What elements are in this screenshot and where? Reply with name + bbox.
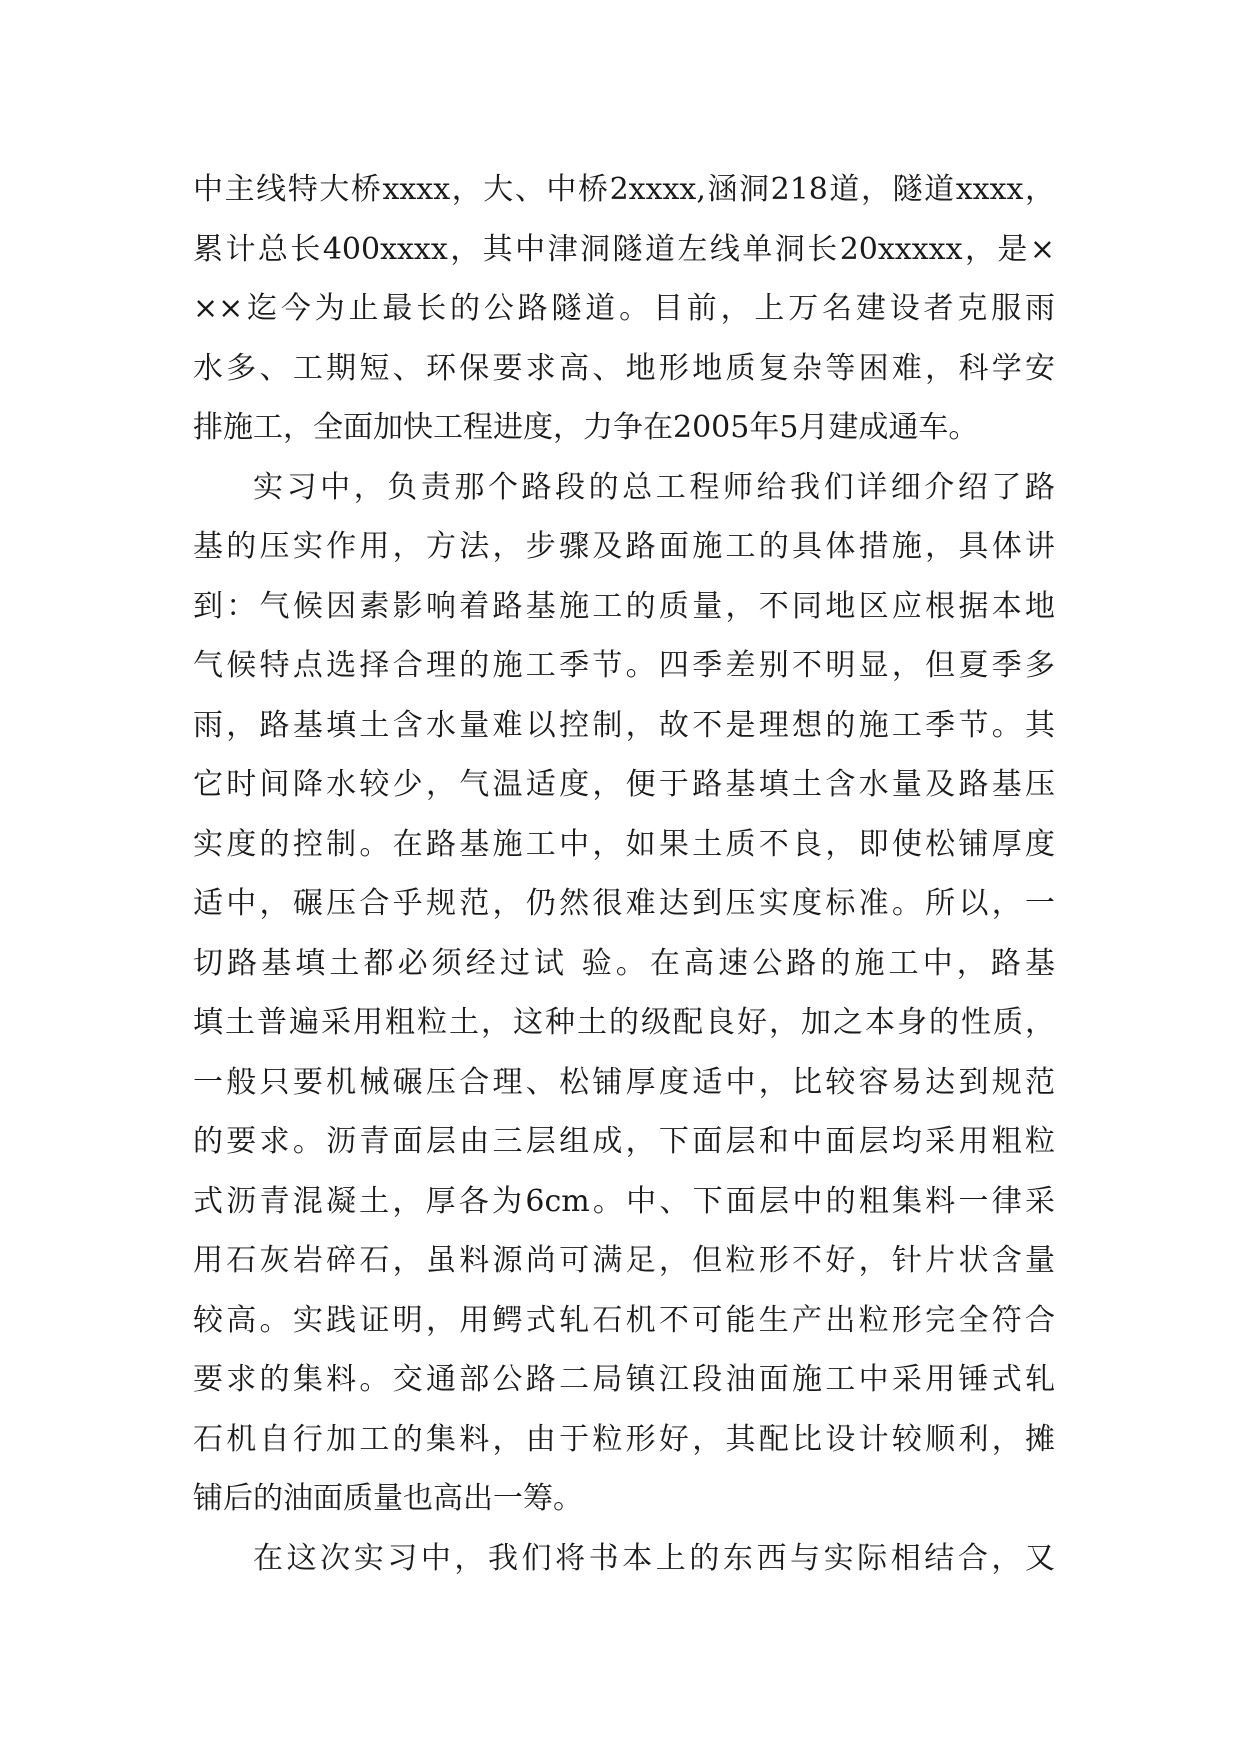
text-line: 铺后的油面质量也高出一筹。 <box>193 1481 583 1516</box>
text-line: 石机自行加工的集料，由于粒形好，其配比设计较顺利，摊 <box>193 1421 1055 1457</box>
text-line: 到：气候因素影响着路基施工的质量，不同地区应根据本地 <box>193 588 1055 624</box>
paragraph-1 <box>193 160 1055 458</box>
text-line: 它时间降水较少，气温适度，便于路基填土含水量及路基压 <box>193 767 1055 802</box>
text-line: 累计总长400xxxx，其中津洞隧道左线单洞长20xxxxx，是× <box>193 231 1055 267</box>
text-line: 适中，碾压合乎规范，仍然很难达到压实度标准。所以，一 <box>193 886 1055 921</box>
paragraph-3 <box>193 1529 1055 1589</box>
text-line: 切路基填土都必须经过试 验。在高速公路的施工中，路基 <box>193 945 1055 981</box>
text-line: 用石灰岩碎石，虽料源尚可满足，但粒形不好，针片状含量 <box>193 1243 1055 1278</box>
text-line: 较高。实践证明，用鳄式轧石机不可能生产出粒形完全符合 <box>193 1302 1055 1338</box>
text-line: 排施工，全面加快工程进度，力争在2005年5月建成通车。 <box>193 410 979 445</box>
text-line: 雨，路基填土含水量难以控制，故不是理想的施工季节。其 <box>193 707 1055 743</box>
text-line: 在这次实习中，我们将书本上的东西与实际相结合，又 <box>253 1540 1055 1576</box>
text-line: 基的压实作用，方法，步骤及路面施工的具体措施，具体讲 <box>193 529 1055 564</box>
text-line: ××迄今为止最长的公路隧道。目前，上万名建设者克服雨 <box>193 291 1055 326</box>
text-line: 水多、工期短、环保要求高、地形地质复杂等困难，科学安 <box>193 350 1055 386</box>
text-line: 式沥青混凝土，厚各为6cm。中、下面层中的粗集料一律采 <box>193 1183 1055 1219</box>
text-line: 一般只要机械碾压合理、松铺厚度适中，比较容易达到规范 <box>193 1064 1055 1100</box>
text-line: 的要求。沥青面层由三层组成，下面层和中面层均采用粗粒 <box>193 1124 1055 1159</box>
text-line: 填土普遍采用粗粒土，这种土的级配良好，加之本身的性质， <box>193 1005 1055 1040</box>
text-line: 气候特点选择合理的施工季节。四季差别不明显，但夏季多 <box>193 648 1055 683</box>
text-line: 中主线特大桥xxxx，大、中桥2xxxx,涵洞218道，隧道xxxx， <box>193 172 1055 207</box>
text-line: 实习中，负责那个路段的总工程师给我们详细介绍了路 <box>253 469 1055 505</box>
text-line: 要求的集料。交通部公路二局镇江段油面施工中采用锤式轧 <box>193 1362 1055 1397</box>
paragraph-2 <box>193 458 1055 1529</box>
body-text <box>193 160 1055 1588</box>
text-line: 实度的控制。在路基施工中，如果土质不良，即使松铺厚度 <box>193 826 1055 862</box>
